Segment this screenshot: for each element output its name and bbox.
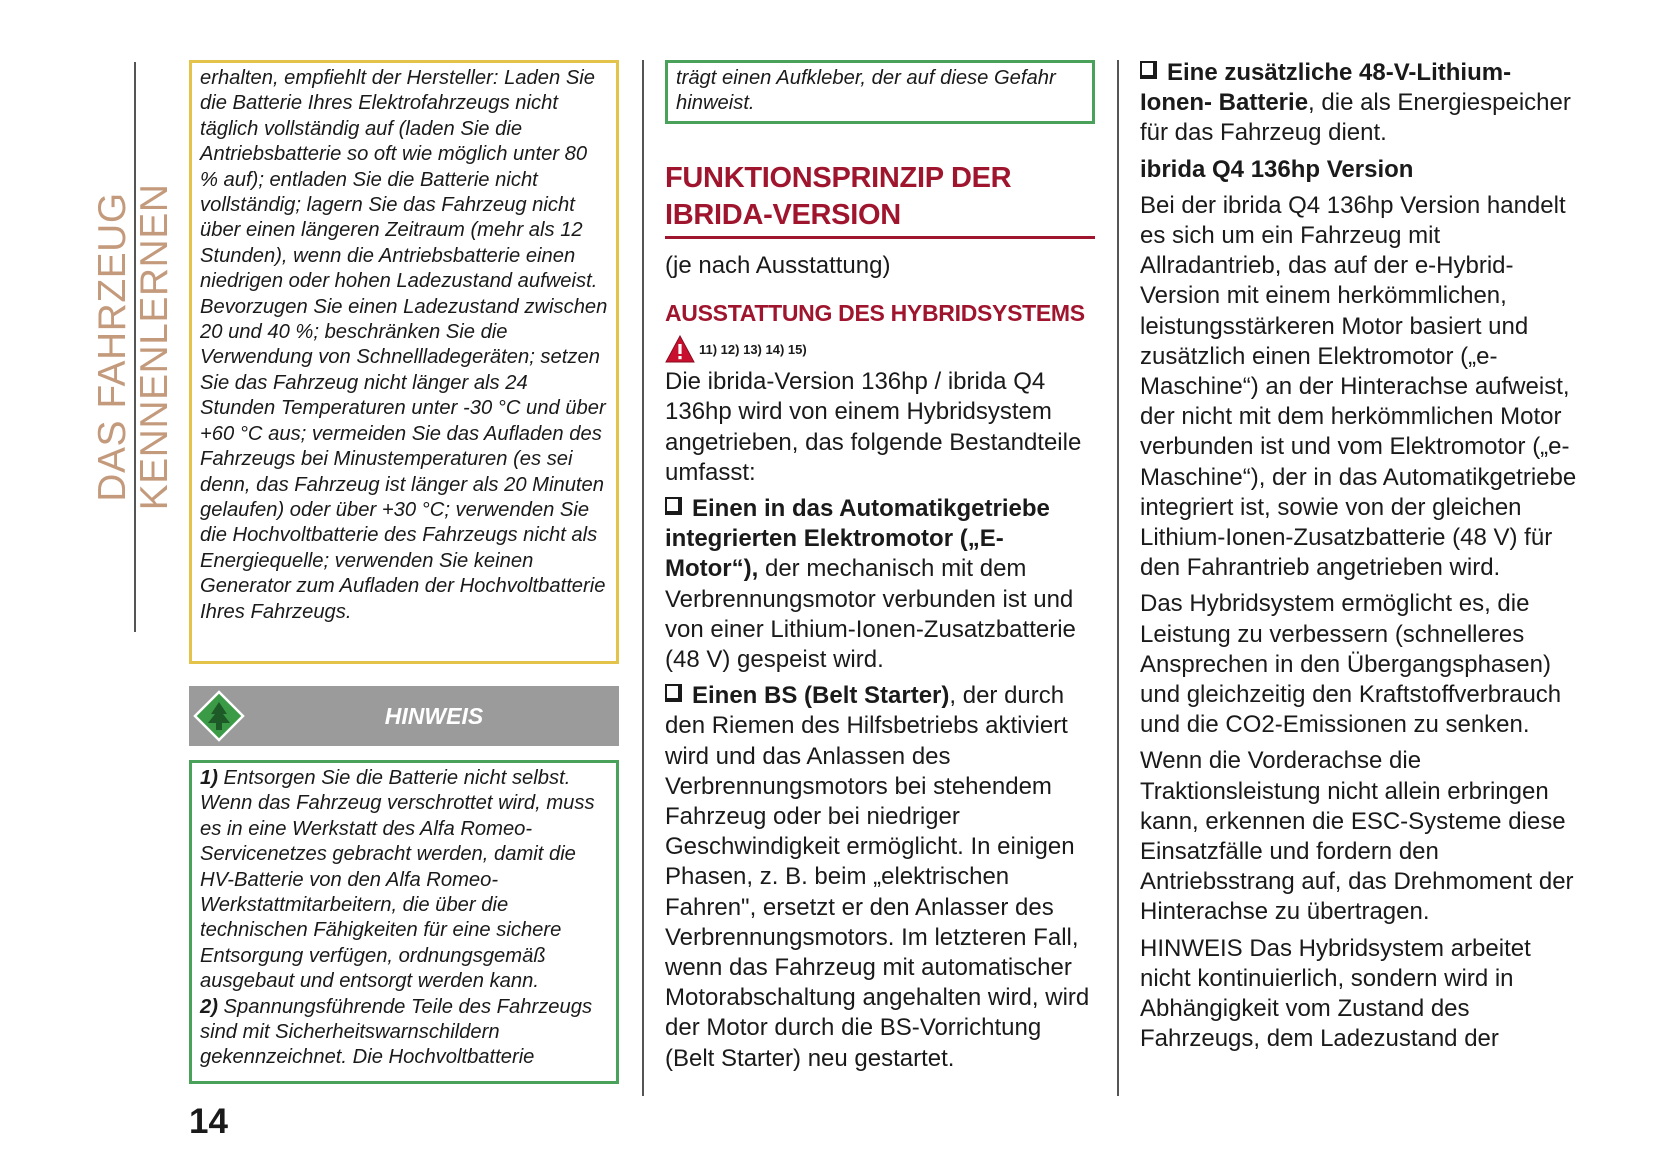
main-column-2 — [665, 160, 1095, 1080]
bullet-battery-bold-a: Eine zusätzliche 48-V-Lithium-Ionen- — [1140, 59, 1512, 117]
checkbox-bullet-icon — [665, 497, 682, 515]
bullet-e-motor — [665, 494, 1095, 675]
hinweis-header — [189, 686, 619, 746]
column-divider-2 — [1117, 60, 1119, 1096]
note-2 — [200, 995, 608, 1071]
caution-box-end — [665, 60, 1095, 124]
checkbox-bullet-icon — [1140, 61, 1157, 79]
warning-refs: 11) 12) 13) 14) 15) — [699, 341, 807, 357]
checkbox-bullet-icon — [665, 684, 682, 702]
section-heading — [665, 160, 1095, 239]
bullet-e-motor-text: der mechanisch mit dem Verbrennungsmotor verbunden ist und von einer Lithium-Ionen-Zusatzbatterie (48 V) gespeist wird. — [665, 555, 1076, 674]
esc-paragraph: Wenn die Vorderachse die Traktionsleistung nicht allein erbringen kann, erkennen die ESC-Systeme diese Einsatzfälle und fordern den Antriebsstrang auf, das Drehmoment der Hinterachse zu übertragen. — [1140, 747, 1574, 926]
intro-paragraph: Die ibrida-Version 136hp / ibrida Q4 136hp wird von einem Hybridsystem angetrieben, das folgende Bestandteile umfasst: — [665, 368, 1082, 486]
equipment-note: (je nach Ausstattung) — [665, 252, 891, 279]
main-column-3 — [1140, 58, 1580, 1061]
page-number: 14 — [189, 1102, 228, 1141]
column-divider-1 — [642, 60, 644, 1096]
bullet-belt-starter-text: , der durch den Riemen des Hilfsbetriebs aktiviert wird und das Anlassen des Verbrennungsmotors bei stehendem Fahrzeug oder bei niedriger Geschwindigkeit ermöglicht. In einigen Phasen, z. B. beim „elektrischen Fahren", ersetzt er den Anlasser des Verbrennungsmotors. Im letzteren Fall, wenn das Fahrzeug mit automatischer Motorabschaltung angehalten wird, wird der Motor durch die BS-Vorrichtung (Belt Starter) neu gestartet. — [665, 682, 1090, 1072]
warning-reference — [665, 333, 1095, 365]
side-section-title — [91, 62, 176, 632]
warning-triangle-icon — [665, 335, 695, 363]
note-2-number: 2) — [200, 995, 218, 1018]
caution-end-text: trägt einen Aufkleber, der auf diese Gefahr hinweist. — [676, 67, 1056, 115]
bullet-belt-starter — [665, 681, 1095, 1074]
note-2-text: Spannungsführende Teile des Fahrzeugs sind mit Sicherheitswarnschildern gekennzeichnet. Die Hochvoltbatterie — [200, 995, 593, 1069]
bullet-battery — [1140, 58, 1580, 149]
caution-text: erhalten, empfiehlt der Hersteller: Laden Sie die Batterie Ihres Elektrofahrzeugs nicht täglich vollständig auf (laden Sie die Antriebsbatterie so oft wie möglich unter 80 % auf); entladen Sie die Batterie nicht vollständig; lagern Sie das Fahrzeug nicht über einen längeren Zeitraum (mehr als 12 Stunden), wenn die Antriebsbatterie einen niedrigen oder hohen Ladezustand aufweist. Bevorzugen Sie einen Ladezustand zwischen 20 und 40 %; beschränken Sie die Verwendung von Schnellladegeräten; setzen Sie das Fahrzeug nicht länger als 24 Stunden Temperaturen unter -30 °C und über +60 °C aus; vermeiden Sie das Aufladen des Fahrzeugs bei Minustemperaturen (es sei denn, das Fahrzeug ist länger als 20 Minuten gelaufen) oder über +30 °C; verwenden Sie die Hochvoltbatterie des Fahrzeugs nicht als Energiequelle; verwenden Sie keinen Generator zum Aufladen der Hochvoltbatterie Ihres Fahrzeugs. — [200, 67, 608, 623]
note-1-number: 1) — [200, 767, 218, 789]
section-heading-line-1: FUNKTIONSPRINZIP DER — [665, 162, 1012, 194]
bullet-battery-text: , die als Energiespeicher für das Fahrzeug dient. — [1140, 89, 1571, 147]
bullet-battery-bold-b: Batterie — [1218, 89, 1309, 117]
section-heading-line-2: IBRIDA-VERSION — [665, 199, 901, 231]
caution-box-continued — [189, 60, 619, 664]
note-1-text: Entsorgen Sie die Batterie nicht selbst. Wenn das Fahrzeug verschrottet wird, muss es in eine Werkstatt des Alfa Romeo-Servicenetzes gebracht werden, damit die HV-Batterie von den Alfa Romeo-Werkstattmitarbeitern, die über die technischen Fähigkeiten für eine sichere Entsorgung verfügen, ordnungsgemäß ausgebaut und entsorgt werden kann. — [200, 767, 595, 993]
bullet-e-motor-bold: Einen in das Automatikgetriebe integrierten Elektromotor („E-Motor“), — [665, 495, 1050, 583]
notes-box — [189, 760, 619, 1084]
side-section-title-text: DAS FAHRZEUG KENNENLERNEN — [91, 183, 176, 511]
hybrid-benefit-paragraph: Das Hybridsystem ermöglicht es, die Leistung zu verbessern (schnelleres Ansprechen in den Übergangsphasen) und gleichzeitig den Kraftstoffverbrauch und die CO2-Emissionen zu senken. — [1140, 590, 1562, 739]
note-1 — [200, 766, 608, 995]
tree-icon — [192, 690, 246, 742]
subsection-heading: AUSSTATTUNG DES HYBRIDSYSTEMS — [665, 300, 1085, 327]
hinweis-label: HINWEIS — [384, 703, 484, 729]
q4-paragraph: Bei der ibrida Q4 136hp Version handelt es sich um ein Fahrzeug mit Allradantrieb, das auf der e-Hybrid-Version mit einem herkömmlichen, leistungsstärkeren Motor basiert und zusätzlich einen Elektromotor („e-Maschine“) an der Hinterachse aufweist, der nicht mit dem herkömmlichen Motor verbunden ist und vom Elektromotor („e-Maschine“), der in das Automatikgetriebe integriert ist, sowie von der gleichen Lithium-Ionen-Zusatzbatterie (48 V) für den Fahrantrieb angetrieben wird. — [1140, 191, 1577, 582]
q4-heading: ibrida Q4 136hp Version — [1140, 155, 1414, 183]
bullet-belt-starter-bold: Einen BS (Belt Starter) — [692, 682, 950, 710]
hinweis-paragraph: HINWEIS Das Hybridsystem arbeitet nicht kontinuierlich, sondern wird in Abhängigkeit vom Zustand des Fahrzeugs, dem Ladezustand der — [1140, 934, 1531, 1053]
